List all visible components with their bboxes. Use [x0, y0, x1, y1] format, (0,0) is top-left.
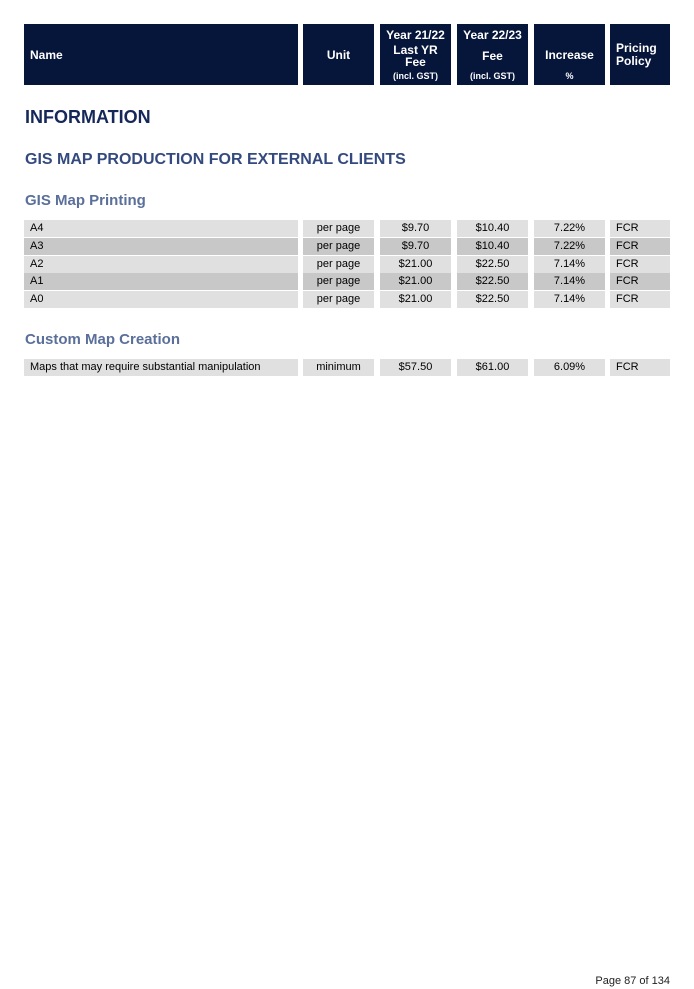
- header-increase-label: Increase: [545, 47, 594, 62]
- row-policy: FCR: [610, 256, 670, 273]
- row-name: A0: [24, 291, 298, 308]
- row-increase: 7.14%: [534, 273, 605, 290]
- table-row: [0, 220, 694, 237]
- row-unit: per page: [303, 291, 374, 308]
- row-name: A2: [24, 256, 298, 273]
- row-policy: FCR: [610, 359, 670, 376]
- header-this-year-label: Year 22/23: [463, 28, 522, 42]
- row-fee: $22.50: [457, 273, 528, 290]
- row-increase: 7.22%: [534, 238, 605, 255]
- header-pricing-policy: [610, 24, 670, 85]
- header-fee-sub: (incl. GST): [470, 71, 515, 81]
- table-row: [0, 359, 694, 376]
- row-name: Maps that may require substantial manipulation: [24, 359, 298, 376]
- row-name: A4: [24, 220, 298, 237]
- header-policy-label-2: Policy: [616, 53, 652, 68]
- row-increase: 6.09%: [534, 359, 605, 376]
- row-fee: $22.50: [457, 291, 528, 308]
- row-name: A3: [24, 238, 298, 255]
- row-policy: FCR: [610, 291, 670, 308]
- section-title: INFORMATION: [25, 107, 151, 127]
- row-last-fee: $9.70: [380, 220, 451, 237]
- header-increase-sub: %: [565, 71, 574, 81]
- row-unit: minimum: [303, 359, 374, 376]
- header-last-sub: (incl. GST): [393, 71, 438, 81]
- row-fee: $61.00: [457, 359, 528, 376]
- header-unit: [303, 24, 374, 85]
- row-increase: 7.22%: [534, 220, 605, 237]
- header-last-year-label: Year 21/22: [386, 28, 445, 42]
- row-policy: FCR: [610, 273, 670, 290]
- header-increase: [534, 24, 605, 85]
- row-last-fee: $21.00: [380, 256, 451, 273]
- row-policy: FCR: [610, 238, 670, 255]
- header-last-year: [380, 24, 451, 85]
- table-row: [0, 273, 694, 290]
- table-row: [0, 291, 694, 308]
- header-last-fee-label-2: Fee: [405, 55, 426, 69]
- group-title-gis-map-printing: GIS Map Printing: [25, 192, 146, 209]
- row-last-fee: $21.00: [380, 291, 451, 308]
- header-policy-label-1: Pricing: [616, 40, 657, 55]
- row-unit: per page: [303, 256, 374, 273]
- header-fee-label: Fee: [482, 49, 503, 63]
- row-unit: per page: [303, 238, 374, 255]
- row-fee: $10.40: [457, 238, 528, 255]
- row-last-fee: $9.70: [380, 238, 451, 255]
- row-increase: 7.14%: [534, 256, 605, 273]
- row-fee: $22.50: [457, 256, 528, 273]
- subsection-title: GIS MAP PRODUCTION FOR EXTERNAL CLIENTS: [25, 151, 406, 168]
- row-fee: $10.40: [457, 220, 528, 237]
- header-this-year: [457, 24, 528, 85]
- row-policy: FCR: [610, 220, 670, 237]
- group-title-custom-map-creation: Custom Map Creation: [25, 331, 181, 348]
- row-last-fee: $21.00: [380, 273, 451, 290]
- header-name-label: Name: [30, 47, 63, 62]
- header-name: [24, 24, 298, 85]
- header-unit-label: Unit: [326, 47, 351, 62]
- table-row: [0, 238, 694, 255]
- table-row: [0, 256, 694, 273]
- page-number: Page 87 of 134: [595, 975, 670, 987]
- row-increase: 7.14%: [534, 291, 605, 308]
- header-last-fee-label-1: Last YR: [393, 43, 438, 57]
- row-unit: per page: [303, 273, 374, 290]
- row-unit: per page: [303, 220, 374, 237]
- row-name: A1: [24, 273, 298, 290]
- row-last-fee: $57.50: [380, 359, 451, 376]
